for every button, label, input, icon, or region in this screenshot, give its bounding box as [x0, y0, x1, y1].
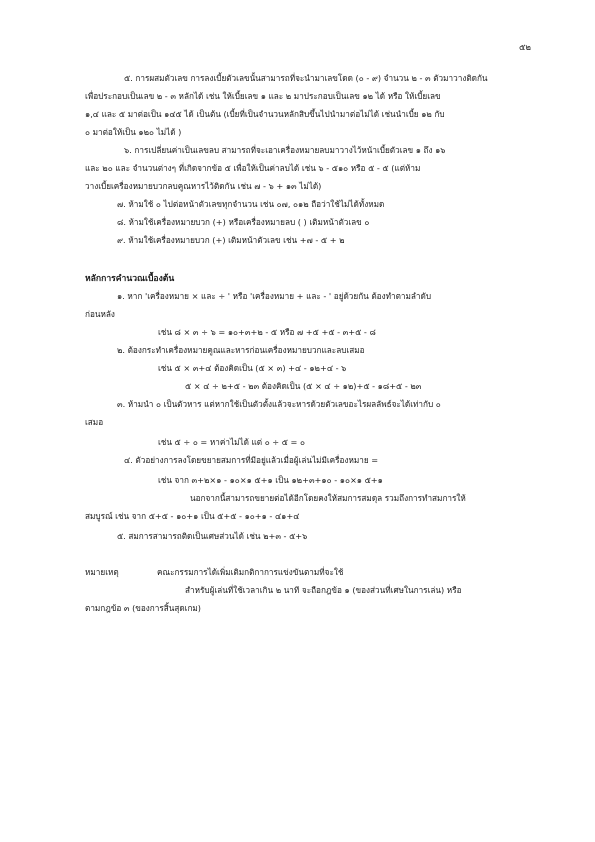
rule-5-line-4: ๐ มาต่อให้เป็น ๑๒๐ ไม่ได้ )	[85, 127, 182, 137]
rule-9: ๙. ห้ามใช้เครื่องหมายบวก (+) เติมหน้าตัวเลข เช่น +๗ - ๕ + ๒	[117, 235, 345, 245]
rule-8: ๘. ห้ามใช้เครื่องหมายบวก (+) หรือเครื่องหมายลบ ( ) เติมหน้าตัวเลข ๐	[117, 217, 370, 227]
note-line-3: ตามกฎข้อ ๓ (ของการสิ้นสุดเกม)	[85, 603, 201, 613]
section-heading: หลักการคำนวณเบื้องต้น	[85, 274, 175, 284]
calc-3-line-2: เสมอ	[85, 417, 104, 427]
calc-4-line-3: สมบูรณ์ เช่น จาก ๕+๕ - ๑๐+๑ เป็น ๕+๕ - ๑๐+๑ - ๔๑+๔	[85, 511, 300, 521]
calc-4-line-2: นอกจากนี้สามารถขยายต่อได้อีกโดยคงให้สมการสมดุล รวมถึงการทำสมการให้	[190, 493, 466, 503]
calc-2-line-1: ๒. ต้องกระทำเครื่องหมายคูณและหารก่อนเครื่องหมายบวกและลบเสมอ	[117, 345, 365, 355]
note-line-2: สำหรับผู้เล่นที่ใช้เวลาเกิน ๒ นาที จะถือกฎข้อ ๑ (ของส่วนที่เศษในการเล่น) หรือ	[185, 585, 462, 595]
rule-5-line-2: เพื่อประกอบเป็นเลข ๒ - ๓ หลักได้ เช่น ให้เบี้ยเลข ๑ และ ๒ มาประกอบเป็นเลข ๑๒ ได้ หรือ ให้เบี้ยเลข	[85, 91, 441, 101]
rule-6-line-3: วางเบี้ยเครื่องหมายบวกลบคูณหารไว้ติดกัน เช่น ๗ - ๖ + ๑๓ ไม่ได้)	[85, 181, 322, 191]
rule-5-line-3: ๑,๔ และ ๕ มาต่อเป็น ๑๔๕ ได้ เป็นต้น (เบี้ยที่เป็นจำนวนหลักสิบขึ้นไปนำมาต่อไม่ได้ เช่นนำเบี้ย ๑๒ กับ	[85, 109, 445, 119]
rule-6-line-2: และ ๒๐ และ จำนวนต่างๆ ที่เกิดจากข้อ ๕ เพื่อให้เป็นค่าลบได้ เช่น ๖ - ๕๑๐ หรือ ๕ - ๕ (แต่ห้าม	[85, 163, 421, 173]
note-line-1: คณะกรรมการได้เพิ่มเติมกติกาการแข่งขันตามที่จะใช้	[157, 567, 344, 577]
calc-2-example-2: ๕ × ๔ ÷ ๒+๕ - ๒๓ ต้องคิดเป็น (๕ × ๔ ÷ ๑๒)+๕ - ๑๘+๕ - ๒๓	[185, 381, 422, 391]
calc-3-example: เช่น ๕ ÷ ๐ = หาค่าไม่ได้ แต่ ๐ ÷ ๕ = ๐	[158, 437, 306, 447]
calc-1-line-1: ๑. หาก 'เครื่องหมาย × และ ÷ ' หรือ 'เครื่องหมาย + และ - ' อยู่ด้วยกัน ต้องทำตามลำดับ	[117, 291, 432, 301]
rule-6-line-1: ๖. การเปลี่ยนค่าเป็นเลขลบ สามารถที่จะเอาเครื่องหมายลบมาวางไว้หน้าเบี้ยตัวเลข ๑ ถึง ๑๖	[124, 145, 446, 155]
calc-1-line-2: ก่อนหลัง	[85, 309, 115, 319]
calc-1-example: เช่น ๘ × ๓ ÷ ๖ = ๑๐+๓+๒ - ๕ หรือ ๗ +๕ +๕ - ๓+๕ - ๘	[158, 327, 376, 337]
calc-4-example: เช่น จาก ๓+๒×๑ - ๑๐×๑ ๕+๑ เป็น ๑๒+๓+๑๐ - ๑๐×๑ ๕+๑	[158, 475, 383, 485]
calc-5: ๕. สมการสามารถติดเป็นเศษส่วนได้ เช่น ๒+๓ - ๕+๖	[117, 531, 308, 541]
note-label: หมายเหตุ	[85, 567, 119, 577]
calc-2-example-1: เช่น ๕ × ๓+๔ ต้องคิดเป็น (๕ × ๓) +๔ - ๑๒+๔ - ๖	[158, 363, 347, 373]
rule-7: ๗. ห้ามใช้ ๐ ไปต่อหน้าตัวเลขทุกจำนวน เช่น ๐๗, ๐๑๒ ถือว่าใช้ไม่ได้ทั้งหมด	[117, 199, 385, 209]
rule-5-line-1: ๕. การผสมตัวเลข การลงเบี้ยตัวเลขนั้นสามารถที่จะนำมาเลขโดด (๐ - ๙) จำนวน ๒ - ๓ ตัวมาวางติดกัน	[124, 73, 488, 83]
calc-4-line-1: ๔. ตัวอย่างการลงโดยขยายสมการที่มีอยู่แล้วเมื่อผู้เล่นไม่มีเครื่องหมาย =	[124, 455, 379, 465]
calc-3-line-1: ๓. ห้ามนำ ๐ เป็นตัวหาร แต่หากใช้เป็นตัวตั้งแล้วจะหารด้วยตัวเลขอะไรผลลัพธ์จะได้เท่ากับ ๐	[117, 399, 441, 409]
page-number: ๕๒	[518, 43, 531, 53]
